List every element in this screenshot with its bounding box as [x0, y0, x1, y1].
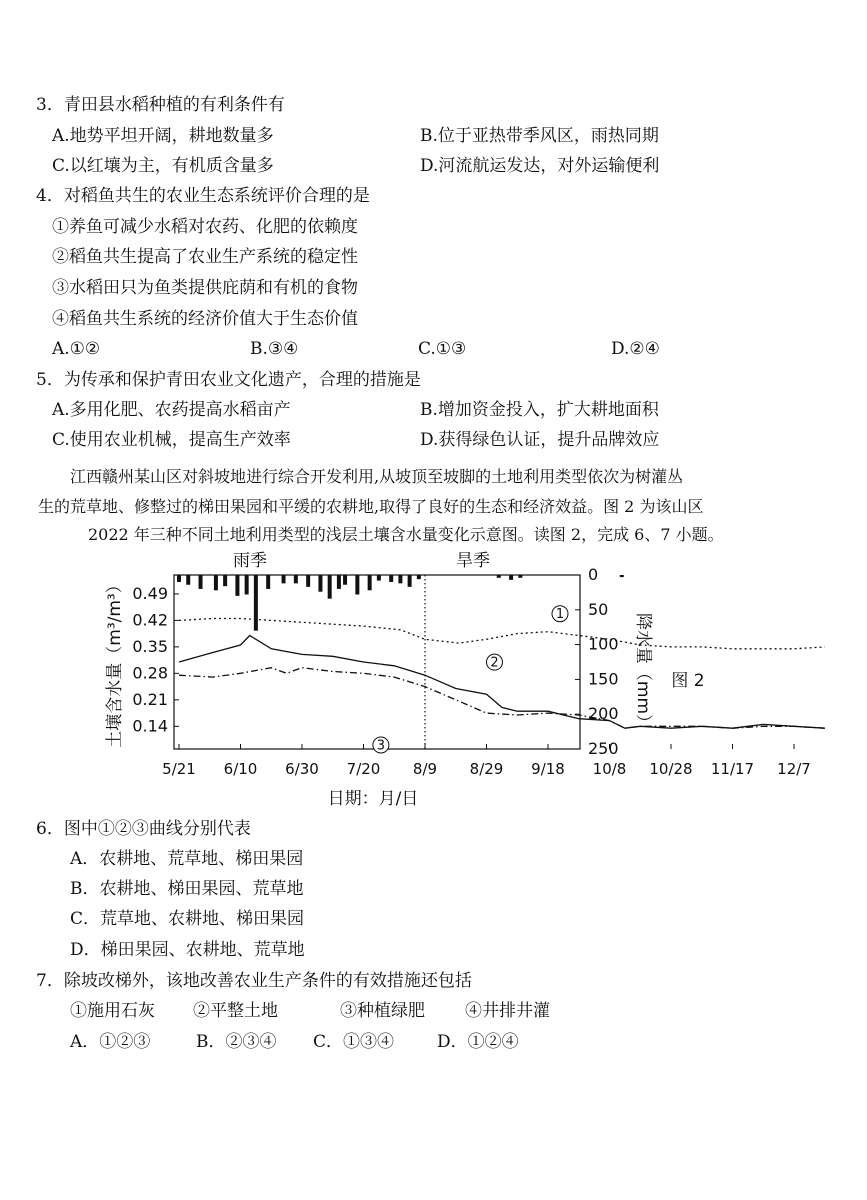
- passage-line-3: 2022 年三种不同土地利用类型的浅层土壤含水量变化示意图。读图 2，完成 6、7 小题。: [88, 525, 724, 544]
- q7-option-d: D．①②④: [437, 1032, 519, 1052]
- q5-stem: 5．为传承和保护青田农业文化遗产，合理的措施是: [36, 370, 421, 390]
- q4-option-b: B.③④: [250, 339, 299, 359]
- q5-option-b: B.增加资金投入，扩大耕地面积: [420, 400, 659, 420]
- precip-bar: [318, 575, 322, 592]
- q3-option-d: D.河流航运发达，对外运输便利: [420, 156, 660, 176]
- series-line-1: [179, 619, 825, 649]
- moisture-series: [179, 619, 825, 729]
- q6-option-b: B．农耕地、梯田果园、荒草地: [70, 879, 304, 899]
- precip-bar: [355, 575, 359, 594]
- precip-bar: [214, 575, 218, 590]
- precip-bar: [254, 575, 258, 631]
- precip-bar: [294, 575, 298, 583]
- series-marker-label: 1: [555, 607, 565, 623]
- q3-stem: 3．青田县水稻种植的有利条件有: [36, 95, 285, 115]
- x-tick-label: 6/10: [223, 760, 258, 778]
- q7-statement-4: ④井排井灌: [465, 1001, 550, 1021]
- precip-bar: [497, 575, 501, 578]
- precip-bar: [199, 575, 203, 589]
- precip-bar: [509, 575, 513, 580]
- precip-bar: [282, 575, 286, 583]
- passage-line-2: 生的荒草地、修整过的梯田果园和平缓的农耕地,取得了良好的生态和经济效益。图 2 为该山区: [38, 497, 704, 516]
- q3-option-c: C.以红壤为主，有机质含量多: [52, 156, 274, 176]
- q4-statement-2: ②稻鱼共生提高了农业生产系统的稳定性: [52, 247, 358, 267]
- q4-option-a: A.①②: [52, 339, 101, 359]
- left-tick-label: 0.14: [132, 716, 168, 736]
- right-tick-label: 50: [588, 599, 609, 619]
- q3-option-b: B.位于亚热带季风区，雨热同期: [420, 126, 659, 146]
- x-tick-label: 8/9: [412, 760, 438, 778]
- q7-option-a: A．①②③: [70, 1032, 151, 1052]
- series-marker-label: 3: [376, 738, 386, 754]
- q5-option-d: D.获得绿色认证，提升品牌效应: [420, 430, 660, 450]
- x-tick-label: 10/8: [592, 760, 627, 778]
- q6-stem: 6．图中①②③曲线分别代表: [36, 819, 251, 839]
- precip-bar: [518, 575, 522, 578]
- precip-bar: [389, 575, 393, 582]
- precip-bar: [235, 575, 239, 596]
- q7-statement-3: ③种植绿肥: [340, 1001, 425, 1021]
- precip-bar: [398, 575, 402, 583]
- q5-option-c: C.使用农业机械，提高生产效率: [52, 430, 291, 450]
- precip-bar: [337, 575, 341, 589]
- left-tick-label: 0.42: [132, 610, 168, 630]
- x-tick-label: 6/30: [285, 760, 319, 778]
- x-tick-label: 10/28: [649, 760, 693, 778]
- q4-statement-4: ④稻鱼共生系统的经济价值大于生态价值: [52, 309, 358, 329]
- precip-bar: [328, 575, 332, 599]
- y-axis-right-title: 降水量（mm）: [633, 612, 653, 732]
- soil-moisture-chart: [90, 542, 811, 817]
- q6-option-c: C．荒草地、农耕地、梯田果园: [70, 909, 305, 929]
- right-tick-label: 150: [588, 669, 619, 689]
- series-marker-label: 2: [490, 655, 499, 671]
- q6-option-a: A．农耕地、荒草地、梯田果园: [70, 849, 304, 869]
- plot-frame: [174, 575, 580, 749]
- left-tick-label: 0.28: [132, 663, 168, 683]
- precipitation-bars: [177, 575, 624, 631]
- figure-label: 图 2: [671, 671, 705, 691]
- precip-bar: [306, 575, 310, 587]
- precip-bar: [266, 575, 270, 589]
- chart-axes: [132, 565, 810, 778]
- x-tick-label: 11/17: [710, 760, 755, 778]
- left-tick-label: 0.21: [132, 689, 168, 709]
- q4-statement-3: ③水稻田只为鱼类提供庇荫和有机的食物: [52, 278, 358, 298]
- precip-bar: [417, 575, 421, 579]
- q7-option-b: B．②③④: [196, 1032, 277, 1052]
- right-tick-label: 0: [588, 565, 599, 584]
- q5-option-a: A.多用化肥、农药提高水稻亩产: [52, 400, 291, 420]
- season-label-rainy: 雨季: [233, 551, 267, 571]
- precip-bar: [245, 575, 249, 594]
- y-axis-left-title: 土壤含水量（m³/m³）: [105, 576, 125, 748]
- precip-bar: [186, 575, 190, 585]
- x-tick-label: 9/18: [531, 760, 565, 778]
- left-tick-label: 0.49: [132, 583, 168, 603]
- right-tick-label: 200: [588, 704, 619, 724]
- season-label-dry: 旱季: [456, 551, 490, 571]
- precip-bar: [620, 575, 624, 577]
- q7-option-c: C．①③④: [313, 1032, 395, 1052]
- q4-option-c: C.①③: [418, 339, 467, 359]
- q7-stem: 7．除坡改梯外，该地改善农业生产条件的有效措施还包括: [36, 971, 472, 991]
- q4-stem: 4．对稻鱼共生的农业生态系统评价合理的是: [36, 186, 370, 206]
- x-tick-label: 12/7: [777, 760, 811, 778]
- left-tick-label: 0.35: [132, 636, 168, 656]
- x-tick-label: 5/21: [162, 760, 196, 778]
- right-tick-label: 250: [588, 739, 619, 758]
- q4-statement-1: ①养鱼可减少水稻对农药、化肥的依赖度: [52, 217, 358, 237]
- q7-statement-1: ①施用石灰: [70, 1001, 155, 1021]
- passage-line-1: 江西赣州某山区对斜坡地进行综合开发利用,从坡顶至坡脚的土地利用类型依次为树灌丛: [70, 467, 684, 486]
- q4-option-d: D.②④: [611, 339, 660, 359]
- x-tick-label: 7/20: [346, 760, 381, 778]
- series-line-3: [179, 668, 825, 729]
- q3-option-a: A.地势平坦开阔，耕地数量多: [52, 126, 274, 146]
- q7-statement-2: ②平整土地: [193, 1001, 278, 1021]
- precip-bar: [377, 575, 381, 581]
- q6-option-d: D．梯田果园、农耕地、荒草地: [70, 940, 305, 960]
- x-axis-title: 日期：月/日: [327, 789, 419, 809]
- precip-bar: [223, 575, 227, 586]
- precip-bar: [343, 575, 347, 585]
- precip-bar: [368, 575, 372, 590]
- x-tick-label: 8/29: [469, 760, 504, 778]
- series-line-2: [179, 636, 825, 729]
- precip-bar: [408, 575, 412, 587]
- precip-bar: [177, 575, 181, 582]
- right-tick-label: 100: [588, 634, 619, 654]
